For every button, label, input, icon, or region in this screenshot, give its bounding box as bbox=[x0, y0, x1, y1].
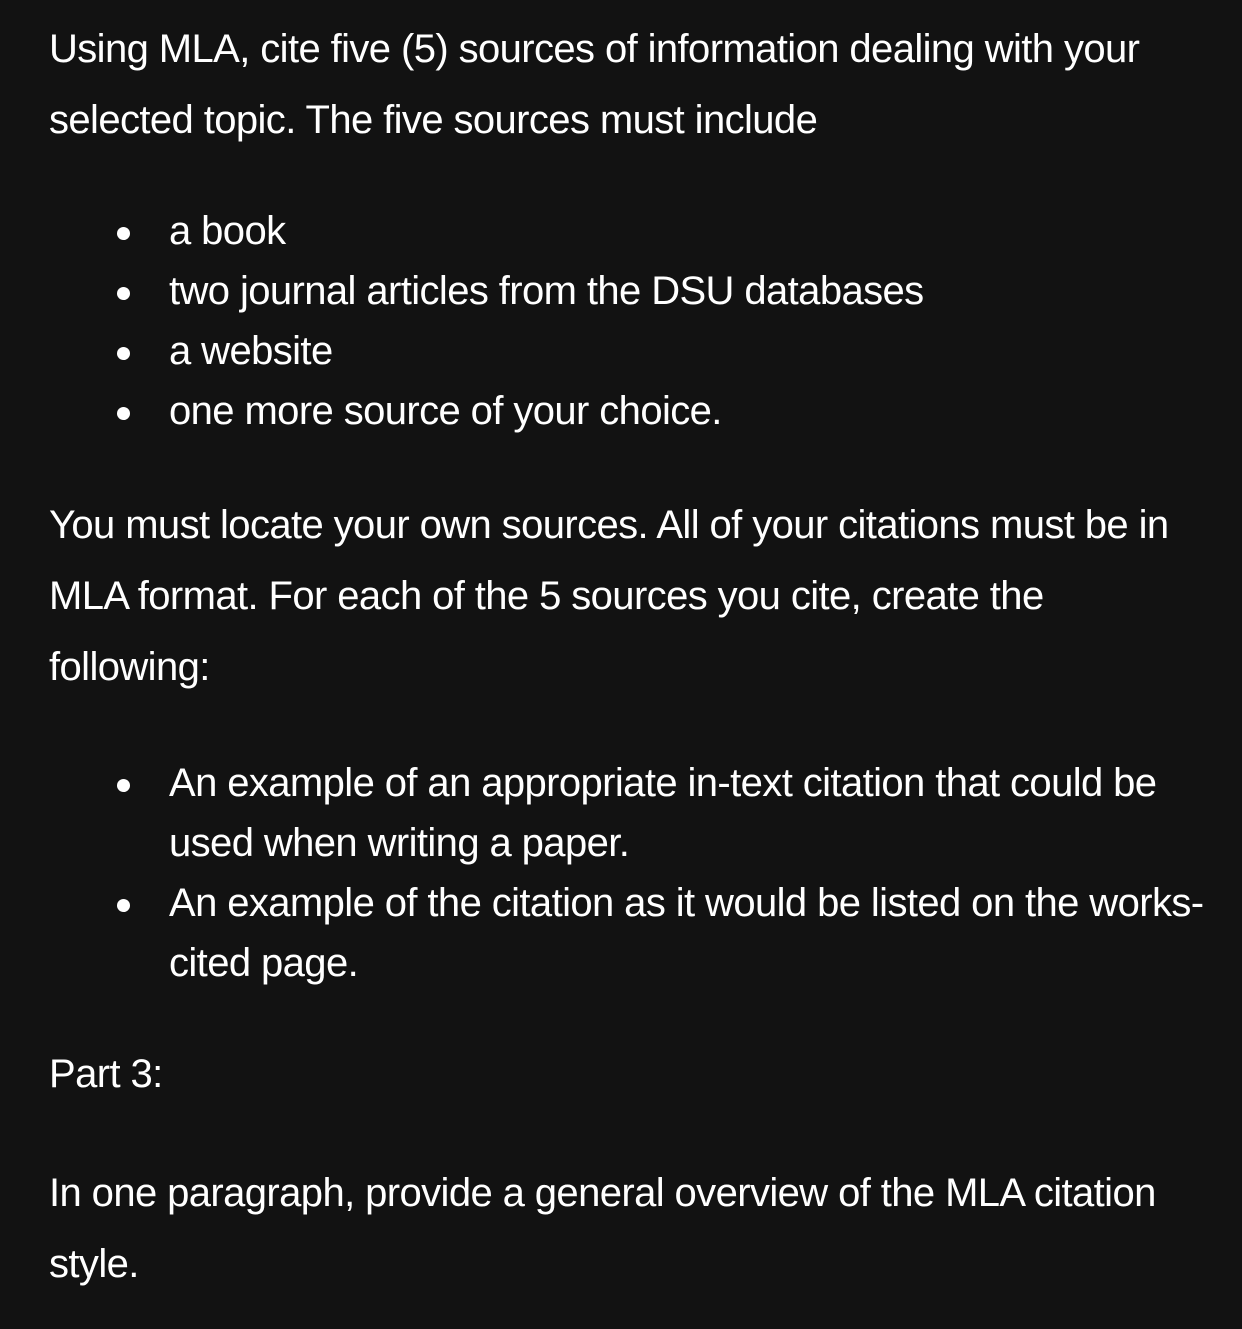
bullet-icon bbox=[117, 347, 130, 360]
list-item-text: two journal articles from the DSU databases bbox=[169, 269, 924, 313]
assignment-document bbox=[49, 14, 1209, 1300]
bullet-icon bbox=[117, 899, 130, 912]
bullet-icon bbox=[117, 287, 130, 300]
requirements-paragraph: You must locate your own sources. All of your citations must be in MLA format. For each of the 5 sources you cite, create the following: bbox=[49, 503, 1169, 689]
list-item bbox=[49, 321, 1209, 381]
sources-list bbox=[49, 201, 1209, 441]
list-item-text: a website bbox=[169, 329, 333, 373]
list-item-text: An example of the citation as it would be listed on the works-cited page. bbox=[169, 881, 1204, 985]
bullet-icon bbox=[117, 779, 130, 792]
intro-paragraph: Using MLA, cite five (5) sources of information dealing with your selected topic. The five sources must include bbox=[49, 27, 1140, 142]
list-item-text: a book bbox=[169, 209, 286, 253]
create-list bbox=[49, 753, 1209, 993]
part3-paragraph: In one paragraph, provide a general overview of the MLA citation style. bbox=[49, 1171, 1156, 1286]
list-item bbox=[49, 201, 1209, 261]
list-item bbox=[49, 873, 1209, 993]
part3-heading: Part 3: bbox=[49, 1052, 163, 1096]
bullet-icon bbox=[117, 227, 130, 240]
bullet-icon bbox=[117, 407, 130, 420]
list-item-text: one more source of your choice. bbox=[169, 389, 722, 433]
list-item bbox=[49, 381, 1209, 441]
list-item bbox=[49, 261, 1209, 321]
list-item-text: An example of an appropriate in-text citation that could be used when writing a paper. bbox=[169, 761, 1157, 865]
list-item bbox=[49, 753, 1209, 873]
